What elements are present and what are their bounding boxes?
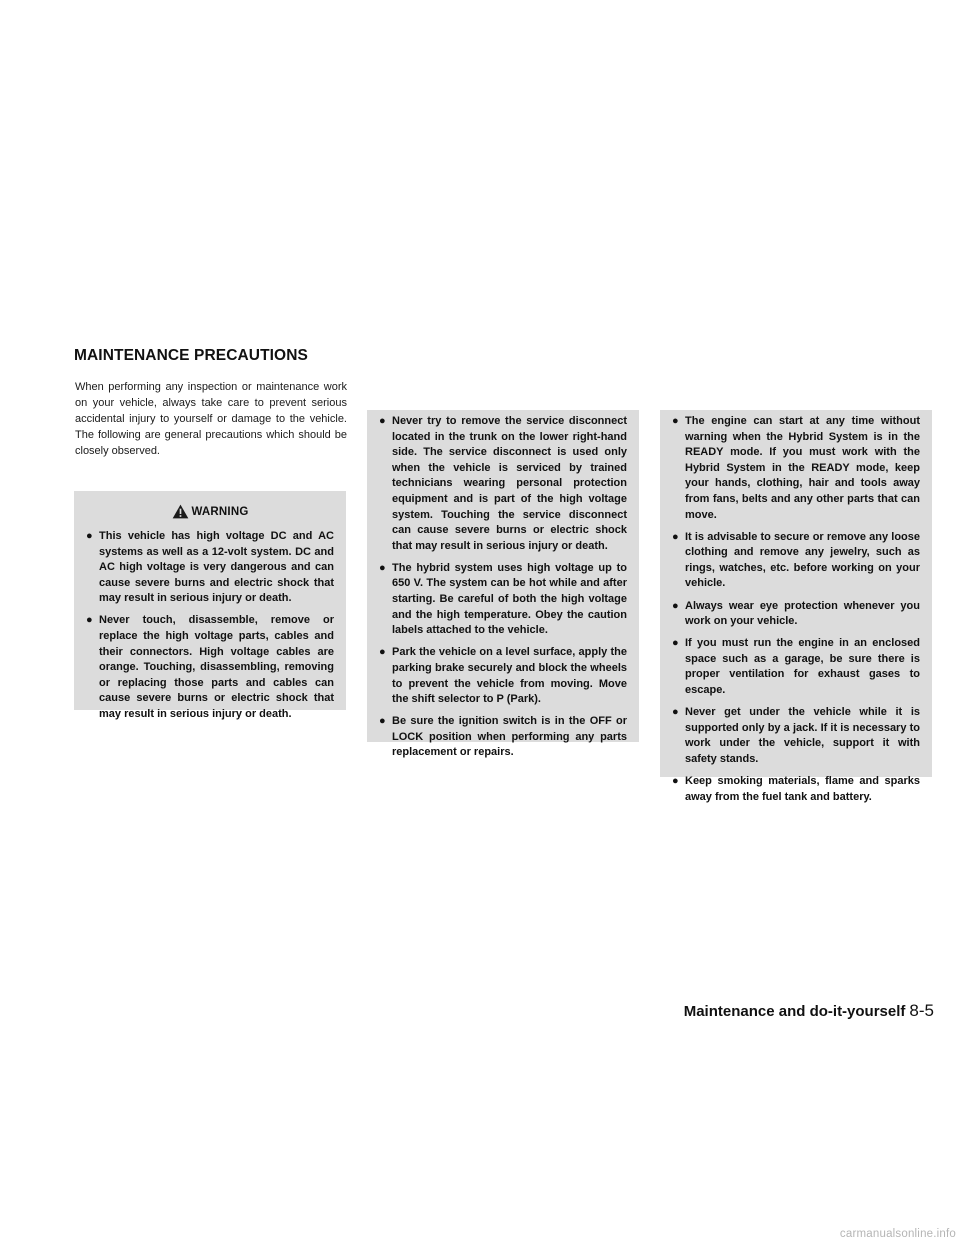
bullet-dot-icon: ● — [672, 599, 679, 612]
warning-bullet-text: If you must run the engine in an enclosed space such as a garage, be sure there is proper ventilation for exhaust gases to escape. — [685, 637, 920, 696]
warning-list-col3 — [672, 414, 920, 805]
bullet-dot-icon: ● — [672, 415, 679, 427]
intro-paragraph: When performing any inspection or maintenance work on your vehicle, always take care to prevent serious accidental injury to yourself or damage to the vehicle. The following are general precautions which should be closely observed. — [75, 381, 347, 457]
warning-list-col2 — [379, 414, 627, 761]
warning-label: WARNING — [191, 505, 249, 518]
warning-bullet-item — [86, 529, 334, 607]
warning-panel-continued — [367, 410, 639, 759]
warning-triangle-icon — [172, 504, 189, 519]
warning-bullet-text: The engine can start at any time without warning when the Hybrid System is in the READY mode. If you must work with the Hybrid System in the READY mode, keep your hands, clothing, hair and tools away from fans, belts and any other parts that can move. — [685, 415, 920, 521]
bullet-dot-icon: ● — [672, 774, 679, 787]
warning-bullet-text: Always wear eye protection whenever you work on your vehicle. — [685, 599, 920, 628]
bullet-dot-icon: ● — [379, 415, 386, 427]
warning-bullet-text: It is advisable to secure or remove any loose clothing and remove any jewelry, such as rings, watches, etc. before working on your vehicle. — [685, 530, 920, 590]
warning-bullet-item — [379, 414, 627, 554]
section-title: MAINTENANCE PRECAUTIONS — [74, 347, 308, 364]
warning-bullet-text: The hybrid system uses high voltage up to 650 V. The system can be hot while and after starting. Be careful of both the high voltage and the high temperature. Obey the caution labels attached to the vehicle. — [392, 561, 627, 637]
warning-bullet-item — [379, 561, 627, 639]
warning-bullet-item — [672, 414, 920, 523]
warning-bullet-text: This vehicle has high voltage DC and AC systems as well as a 12-volt system. DC and AC high voltage is very dangerous and can cause severe burns and electric shock that may result in serious injury or death. — [99, 530, 334, 605]
warning-bullet-item — [379, 645, 627, 707]
warning-bullet-item — [672, 599, 920, 630]
bullet-dot-icon: ● — [672, 637, 679, 650]
warning-bullet-text: Keep smoking materials, flame and sparks away from the fuel tank and battery. — [685, 774, 920, 803]
warning-bullet-item — [672, 774, 920, 805]
warning-panel — [74, 491, 346, 721]
warning-bullet-item — [672, 705, 920, 767]
bullet-dot-icon: ● — [672, 530, 679, 543]
watermark: carmanualsonline.info — [839, 1228, 956, 1240]
bullet-dot-icon: ● — [672, 706, 679, 719]
warning-bullet-text: Never try to remove the service disconnect located in the trunk on the lower right-hand side. The service disconnect is used only when the vehicle is serviced by trained technicians wearing personal protection equipment and is part of the high voltage system. Touching the service disconnect can cause severe burns or electric shock that may result in serious injury or death. — [392, 415, 627, 552]
bullet-dot-icon: ● — [86, 530, 93, 542]
warning-bullet-item — [379, 714, 627, 761]
warning-bullet-text: Never touch, disassemble, remove or replace the high voltage parts, cables and their connectors. High voltage cables are orange. Touching, disassembling, removing or replacing those parts and cables can cause severe burns or electric shock that may result in serious injury or death. — [99, 614, 334, 721]
warning-bullet-text: Park the vehicle on a level surface, apply the parking brake securely and block the wheels to prevent the vehicle from moving. Move the shift selector to P (Park). — [392, 646, 627, 706]
warning-list-col1 — [86, 529, 334, 723]
bullet-dot-icon: ● — [379, 715, 386, 728]
bullet-dot-icon: ● — [86, 614, 93, 627]
warning-bullet-item — [672, 636, 920, 698]
page-footer — [684, 1001, 934, 1021]
bullet-dot-icon: ● — [379, 646, 386, 659]
warning-heading — [86, 504, 334, 519]
warning-panel-continued — [660, 410, 932, 803]
page-number: 8-5 — [909, 1001, 934, 1020]
bullet-dot-icon: ● — [379, 561, 386, 574]
warning-bullet-text: Be sure the ignition switch is in the OFF or LOCK position when performing any parts replacement or repairs. — [392, 715, 627, 759]
warning-bullet-item — [672, 530, 920, 592]
warning-bullet-item — [86, 613, 334, 722]
warning-bullet-text: Never get under the vehicle while it is supported only by a jack. If it is necessary to work under the vehicle, support it with safety stands. — [685, 706, 920, 765]
footer-section-name: Maintenance and do-it-yourself — [683, 1003, 906, 1020]
